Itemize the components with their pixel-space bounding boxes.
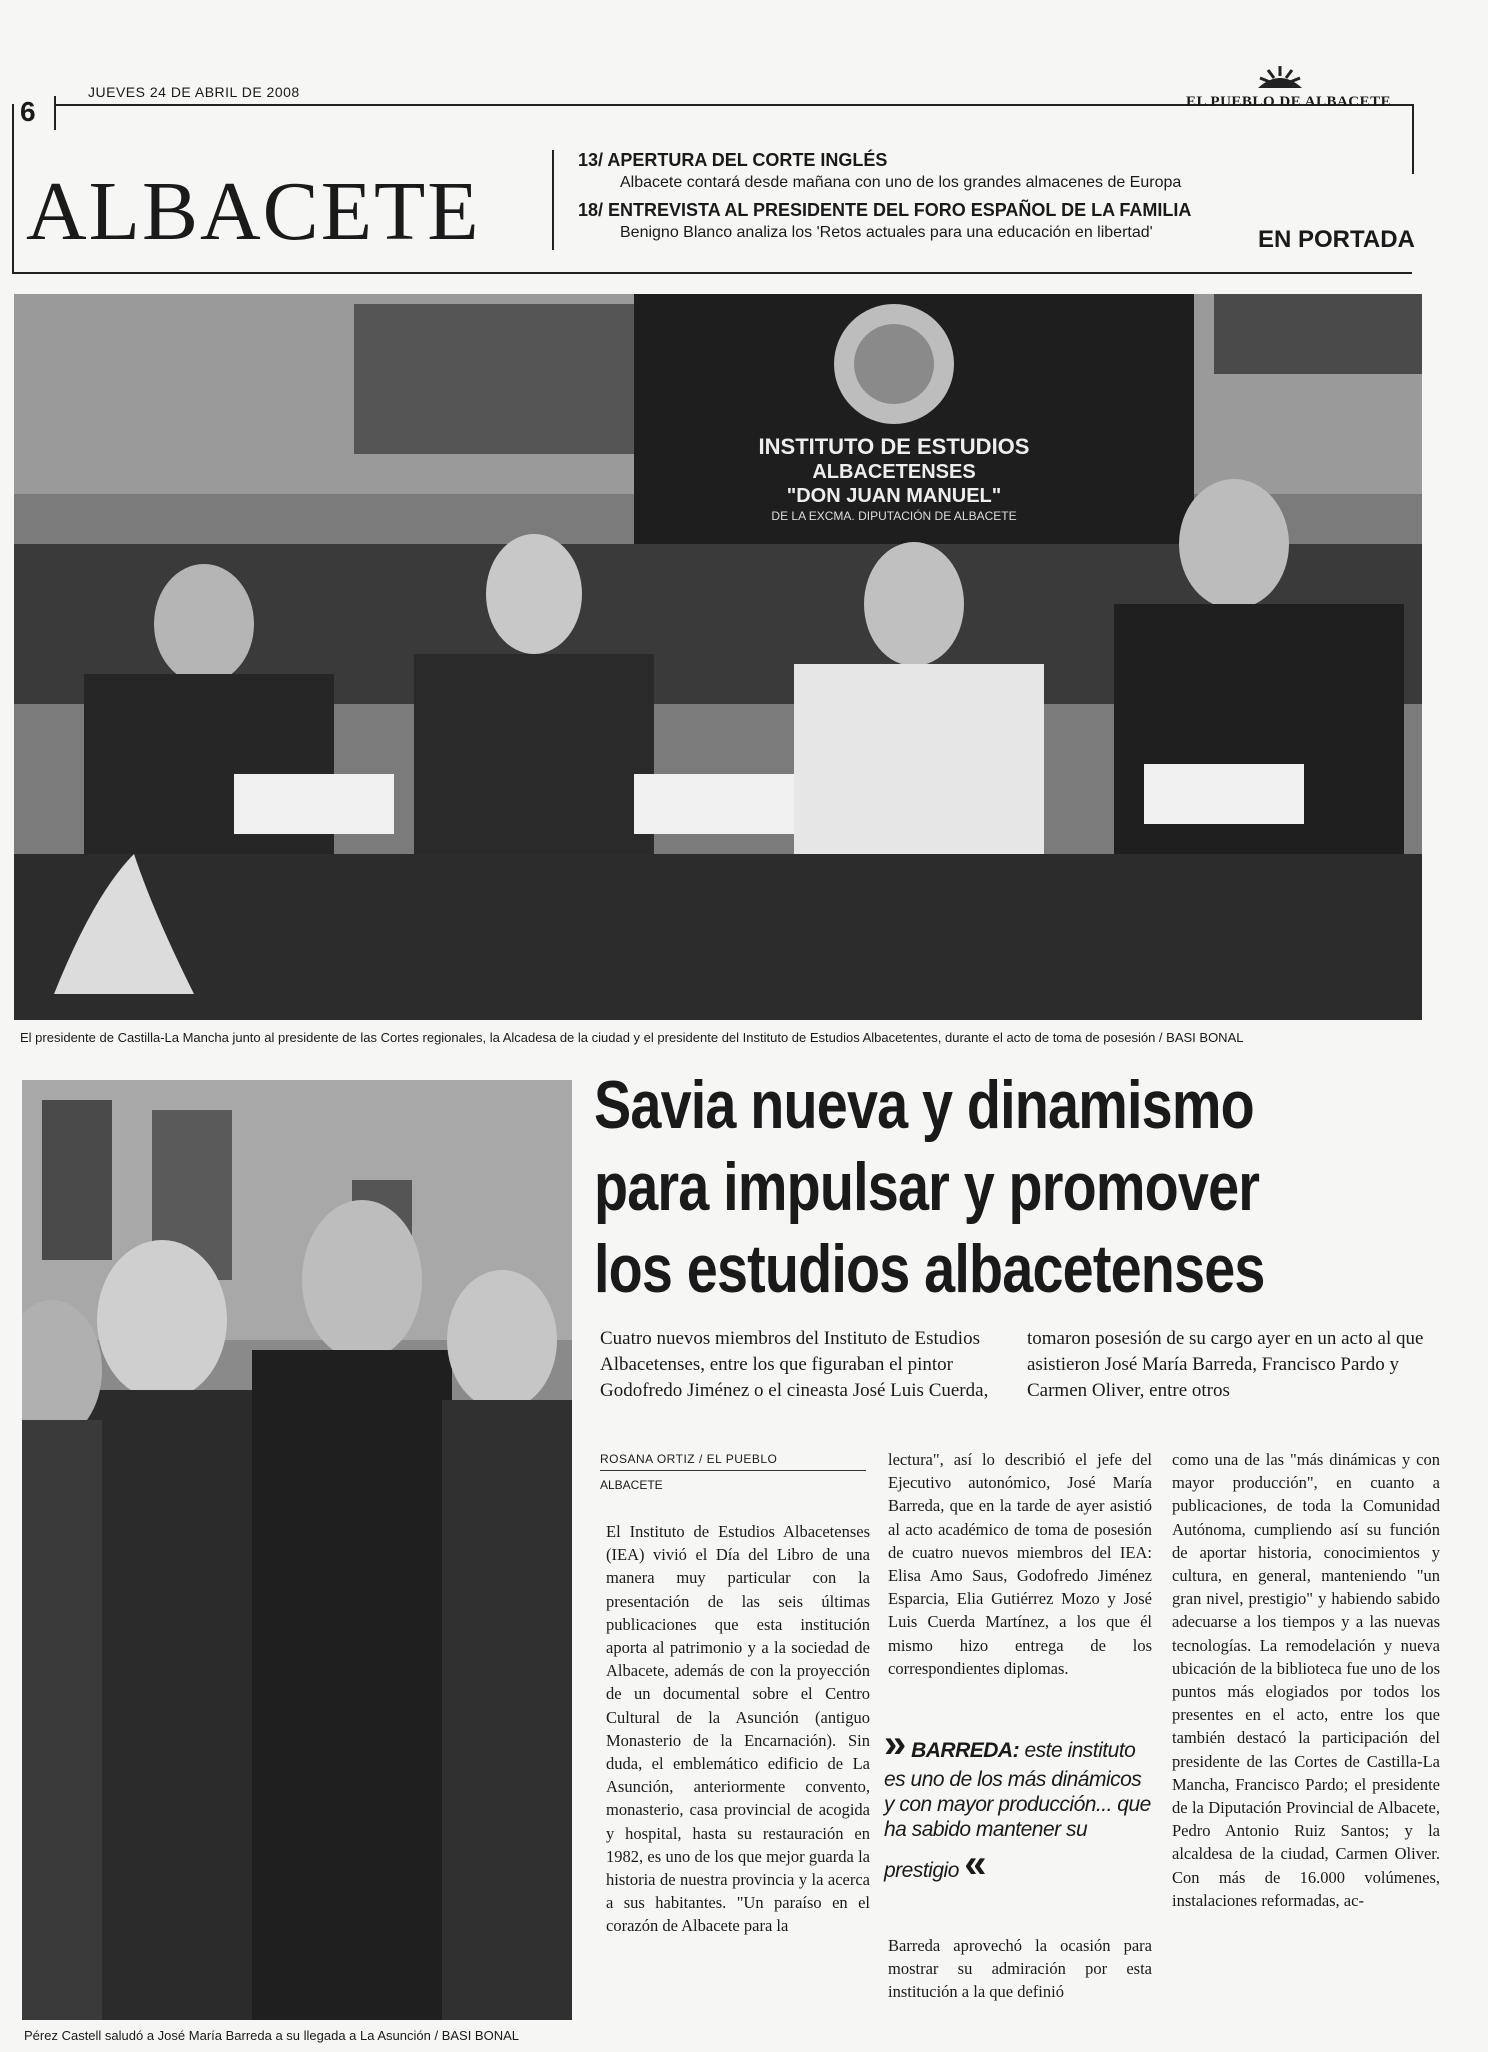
headline-line-3: los estudios albacetenses [594, 1231, 1265, 1307]
ceremony-photo-image [14, 294, 1422, 1020]
sun-logo-icon [1250, 62, 1310, 92]
sign-line-1: INSTITUTO DE ESTUDIOS [758, 434, 1030, 459]
headline-line-1: Savia nueva y dinamismo [594, 1067, 1254, 1143]
quote-speaker: BARREDA: [911, 1739, 1020, 1762]
article-standfirst: Cuatro nuevos miembros del Instituto de Estudios Albacetenses, entre los que figuraban el pintor Godofredo Jiménez o el cineasta José Luis Cuerda, tomaron posesión de su cargo ayer en un acto al que asistieron José María Barreda, Francisco Pardo y Carmen Oliver, entre otros [600, 1328, 1424, 1401]
frame-bottom [12, 272, 1412, 274]
quote-text: este instituto es uno de los más dinámicos y con mayor producción... que ha sabido mantener su prestigio [884, 1739, 1151, 1882]
sign-line-3: "DON JUAN MANUEL" [786, 485, 1002, 507]
article-column-3: como una de las "más dinámicas y con mayor producción", en cuanto a publicaciones, de toda la Comunidad Autónoma, cumpliendo así su función de aportar historia, conocimientos y cultura, en general, manteniendo "un gran nivel, prestigio" y habiendo sabido adecuarse a los tiempos y a las nuevas tecnologías. La remodelación y nueva ubicación de la biblioteca fue uno de los puntos más elogiados por todos los presentes en el acto, entre los que también destacó la participación del presidente de las Cortes de Castilla-La Mancha, Francisco Pardo; el presidente de la Diputación Provincial de Albacete, Pedro Antonio Ruiz Santos; y la alcaldesa de la ciudad, Carmen Oliver. Con más de 16.000 volúmenes, instalaciones reformadas, ac- [1172, 1450, 1440, 1910]
byline: ROSANA ORTIZ / EL PUEBLO [600, 1452, 778, 1466]
en-portada-label: EN PORTADA [1258, 226, 1415, 253]
teaser-sub-2: Benigno Blanco analiza los 'Retos actuales para una educación en libertad' [620, 224, 1153, 241]
teaser-headline-1[interactable]: 13/ APERTURA DEL CORTE INGLÉS [578, 150, 888, 170]
sign-line-2: ALBACETENSES [812, 461, 976, 483]
teaser-sub-1: Albacete contará desde mañana con uno de los grandes almacenes de Europa [620, 174, 1182, 191]
page-number: 6 [20, 96, 56, 130]
headline-line-2: para impulsar y promover [594, 1149, 1260, 1225]
top-photo-caption: El presidente de Castilla-La Mancha junto al presidente de las Cortes regionales, la Alcadesa de la ciudad y el presidente del Instituto de Estudios Albacetentes, durante el acto de toma de posesión / BASI BONAL [20, 1030, 1244, 1045]
frame-right [1412, 104, 1414, 174]
article-headline [594, 1064, 1299, 1310]
section-title: ALBACETE [26, 165, 481, 258]
header-divider [552, 150, 554, 250]
quote-open-icon: » [884, 1722, 906, 1766]
left-photo-caption: Pérez Castell saludó a José María Barreda a su llegada a La Asunción / BASI BONAL [24, 2028, 519, 2043]
greeting-photo-image [22, 1080, 572, 2020]
byline-rule [600, 1470, 866, 1471]
article-column-2: lectura", así lo describió el jefe del Ejecutivo autonómico, José María Barreda, que en la tarde de ayer asistió al acto académico de toma de posesión de cuatro nuevos miembros del IEA: Elisa Amo Saus, Godofredo Jiménez Esparcia, Elia Gutiérrez Mozo y José Luis Cuerda Martínez, a los que él mismo hizo entrega de los correspondientes diplomas. [888, 1450, 1152, 1678]
issue-date: JUEVES 24 DE ABRIL DE 2008 [88, 84, 300, 100]
newspaper-name: EL PUEBLO DE ALBACETE [1186, 94, 1392, 110]
frame-left [12, 104, 14, 274]
teaser-headline-2[interactable]: 18/ ENTREVISTA AL PRESIDENTE DEL FORO ESPAÑOL DE LA FAMILIA [578, 200, 1192, 220]
sign-line-4: DE LA EXCMA. DIPUTACIÓN DE ALBACETE [771, 509, 1017, 523]
article-column-1: El Instituto de Estudios Albacetenses (IEA) vivió el Día del Libro de una manera muy particular con la presentación de las seis últimas publicaciones que esta institución aporta al patrimonio y a la sociedad de Albacete, además de con la proyección de un documental sobre el Centro Cultural de la Asunción (antiguo Monasterio de la Encarnación). Sin duda, el emblemático edificio de La Asunción, anteriormente convento, monasterio, casa provincial de acogida y hospital, hasta su restauración en 1982, es uno de los que mejor guarda la historia de nuestra provincia y la acerca a sus habitantes. "Un paraíso en el corazón de Albacete para la [606, 1522, 870, 1936]
photo-ceremony [14, 294, 1422, 1020]
pull-quote [884, 1722, 1156, 1902]
quote-close-icon: « [964, 1842, 986, 1886]
photo-greeting [22, 1080, 572, 2020]
article-column-2-continued: Barreda aprovechó la ocasión para mostrar su admiración por esta institución a la que definió [888, 1936, 1152, 2002]
dateline-place: ALBACETE [600, 1478, 663, 1492]
